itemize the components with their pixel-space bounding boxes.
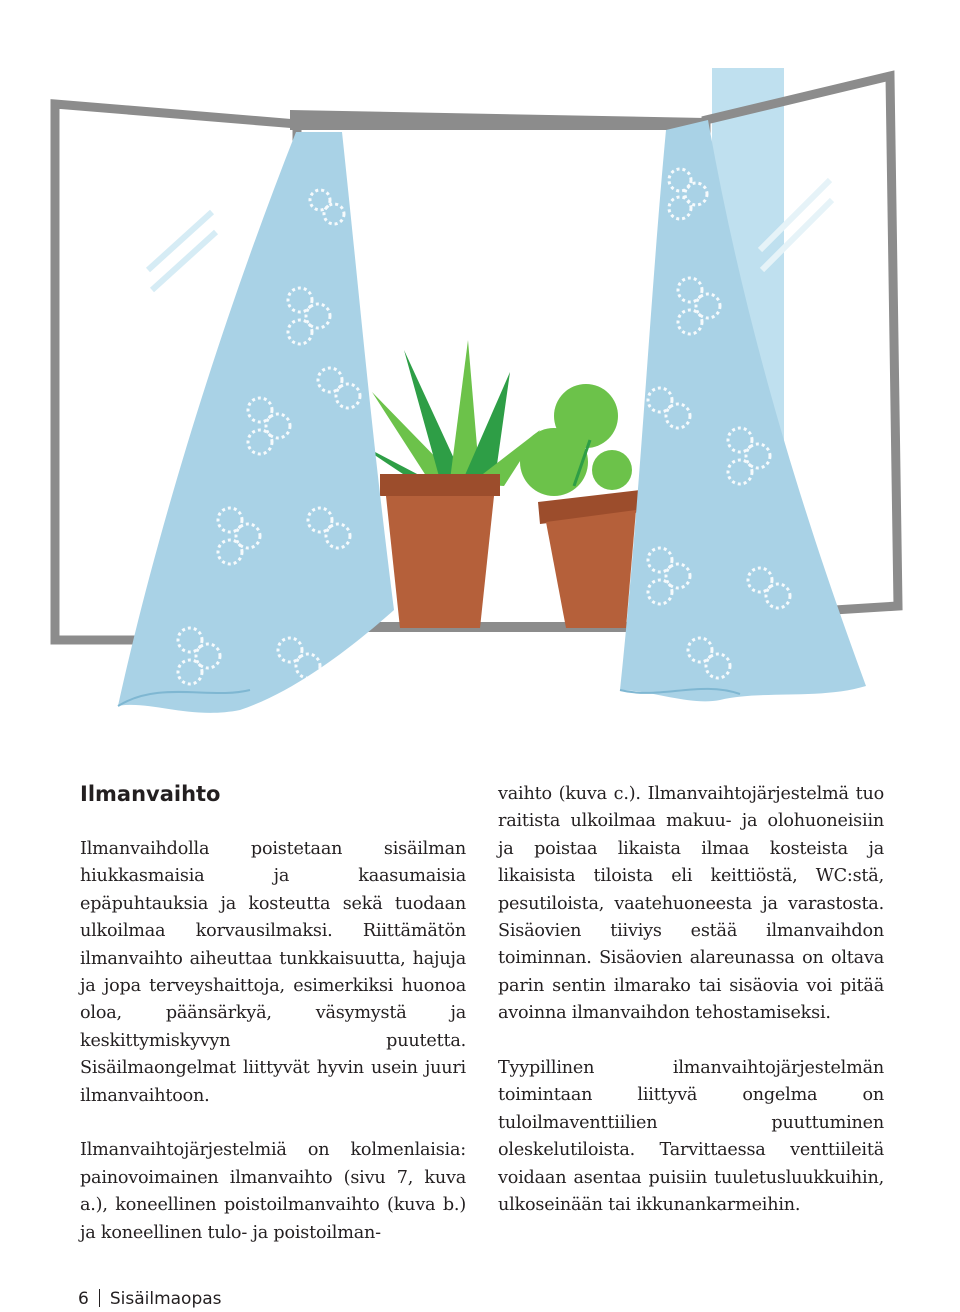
footer-divider: [99, 1289, 100, 1307]
publication-title: Sisäilmaopas: [109, 1289, 222, 1309]
right-text-column: [498, 781, 884, 1219]
body-paragraph: Ilmanvaihtojärjestelmiä on kolmenlaisia: painovoimainen ilmanvaihto (sivu 7, kuva a.), koneellinen poistoilmanvaihto (kuva b.) ja koneellinen tulo- ja poistoilman-: [80, 1140, 466, 1243]
section-heading: Ilmanvaihto: [80, 782, 221, 806]
left-flower-pot: [380, 474, 500, 628]
body-paragraph: Tyypillinen ilmanvaihtojärjestelmän toimintaan liittyvä ongelma on tuloilmaventtiilien puuttuminen oleskelutiloista. Tarvittaessa venttiileitä voidaan asentaa puisiin tuuletusluukkuihin, ulkoseinään tai ikkunankarmeihin.: [498, 1058, 884, 1216]
body-paragraph: vaihto (kuva c.). Ilmanvaihtojärjestelmä tuo raitista ulkoilmaa makuu- ja olohuoneisiin ja poistaa likaista ilmaa kosteista ja likaisista tiloista eli keittiöstä, WC:stä, pesutiloista, vaatehuoneesta ja varastosta. Sisäovien tiiviys estää ilmanvaihdon toiminnan. Sisäovien alareunassa on oltava parin sentin ilmarako tai sisäovia voi pitää avoinna ilmanvaihdon tehostamiseksi.: [498, 784, 884, 1024]
body-paragraph: Ilmanvaihdolla poistetaan sisäilman hiukkasmaisia ja kaasumaisia epäpuhtauksia ja kosteutta sekä tuodaan ulkoilmaa korvausilmaksi. Riittämätön ilmanvaihto aiheuttaa tunkkaisuutta, hajuja ja jopa terveyshaittoja, esimerkiksi huonoa oloa, päänsärkyä, väsymystä ja keskittymiskyvyn puutetta. Sisäilmaongelmat liittyvät hyvin usein juuri ilmanvaihtoon.: [80, 839, 466, 1106]
page-number: 6: [78, 1289, 89, 1309]
top-window-frame: [290, 110, 705, 130]
page-footer: [78, 1287, 222, 1311]
left-text-column: [80, 836, 466, 1247]
